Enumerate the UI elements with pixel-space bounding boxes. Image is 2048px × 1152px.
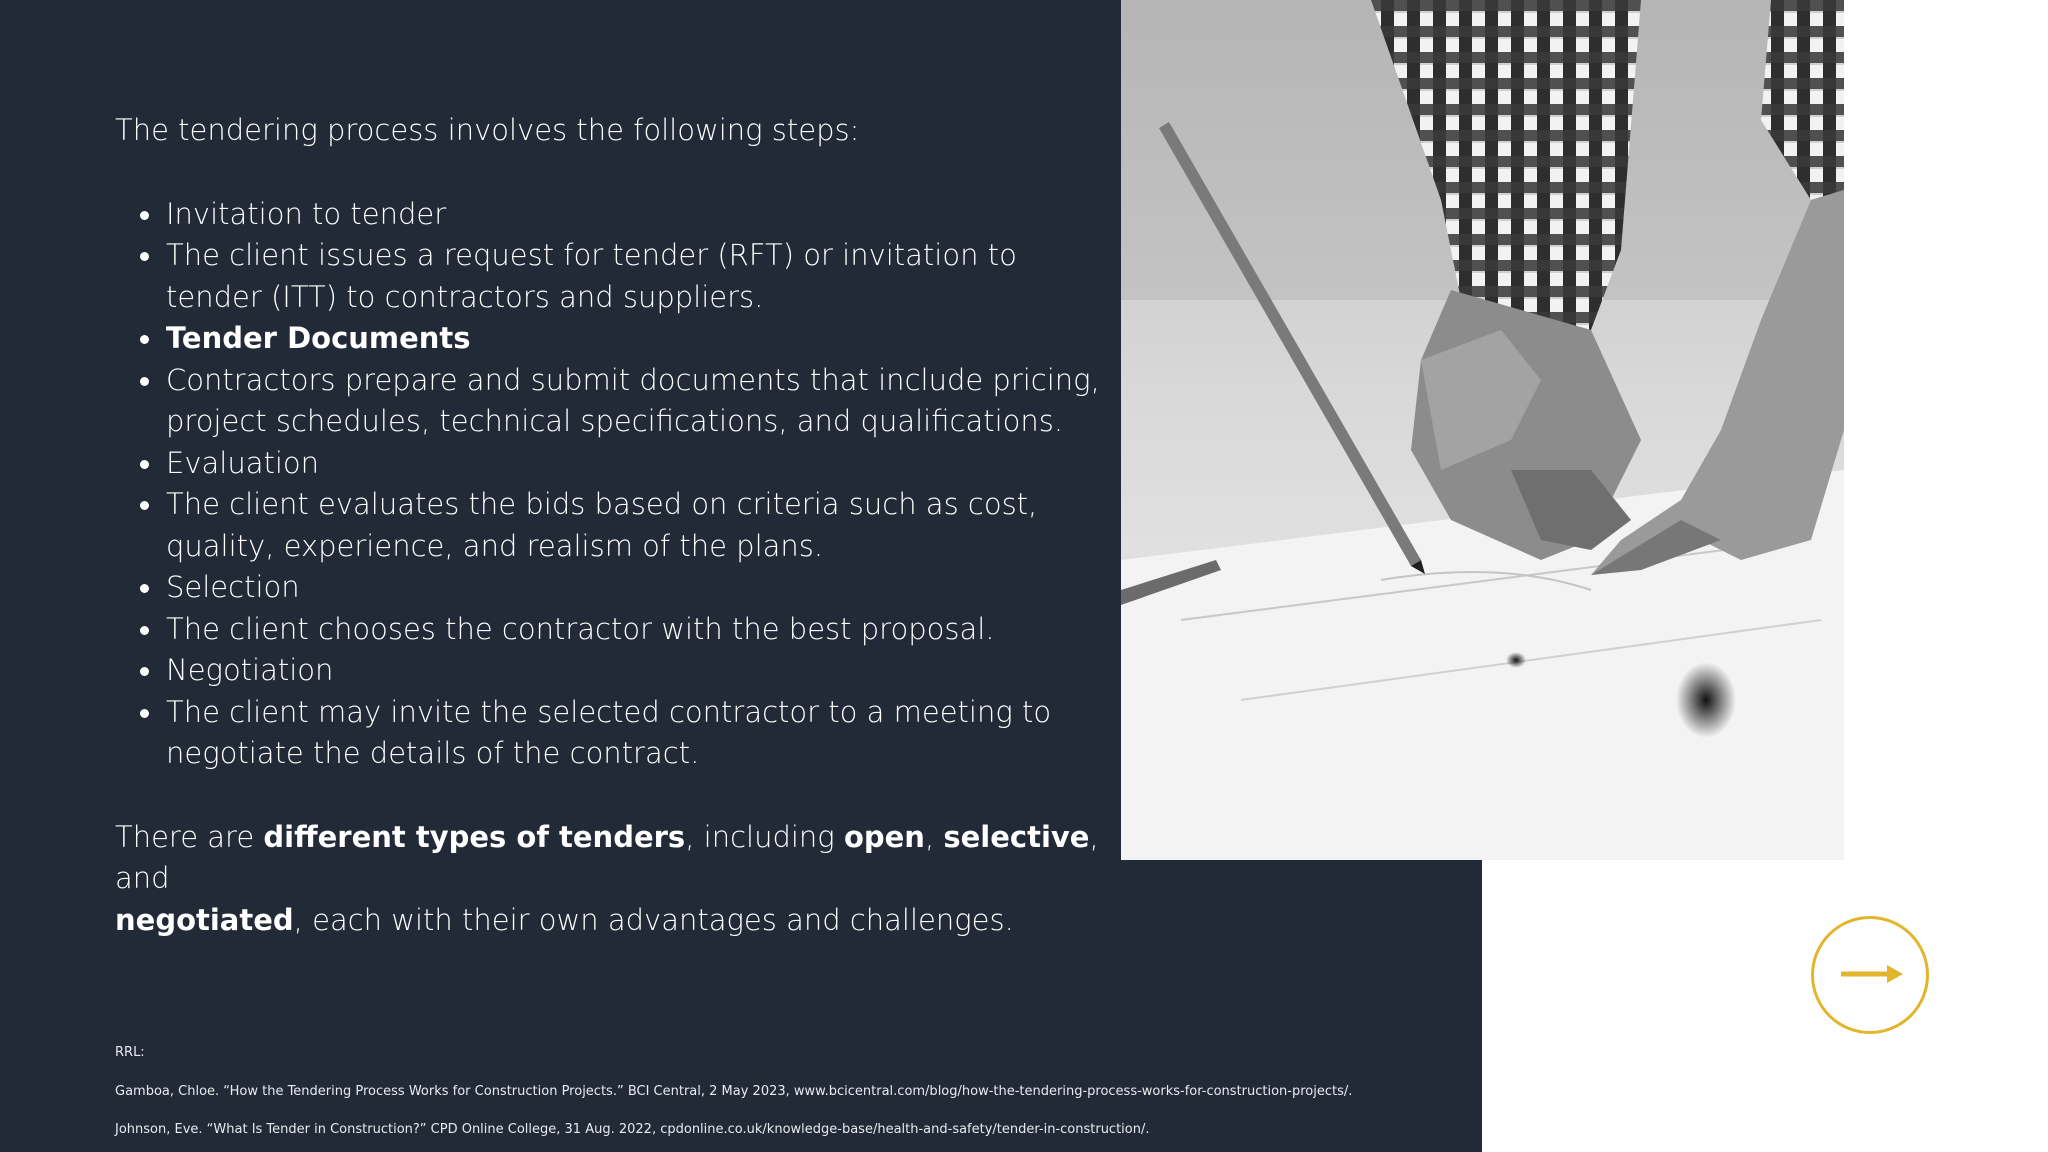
summary-emphasis: open bbox=[843, 819, 925, 854]
list-item: Evaluation bbox=[166, 443, 1115, 485]
list-item: Negotiation bbox=[166, 650, 1115, 692]
summary-part: There are bbox=[115, 819, 264, 854]
summary-emphasis: selective bbox=[943, 819, 1090, 854]
references bbox=[115, 1034, 1352, 1150]
main-content bbox=[115, 110, 1115, 941]
next-slide-button[interactable] bbox=[1811, 916, 1929, 1034]
summary-text bbox=[115, 817, 1115, 942]
list-item: Invitation to tender bbox=[166, 194, 1115, 236]
summary-emphasis: different types of tenders bbox=[263, 819, 686, 854]
list-item: The client chooses the contractor with the best proposal. bbox=[166, 609, 1115, 651]
reference-item: Gamboa, Chloe. “How the Tendering Process Works for Construction Projects.” BCI Central, 2 May 2023, www.bcicentral.com/blog/how-the-tendering-process-works-for-construction-projects/. bbox=[115, 1083, 1353, 1099]
intro-text: The tendering process involves the following steps: bbox=[115, 113, 860, 147]
arrow-right-icon bbox=[1841, 963, 1905, 985]
list-item: Tender Documents bbox=[166, 318, 1115, 360]
list-item: The client issues a request for tender (RFT) or invitation to tender (ITT) to contractors and suppliers. bbox=[166, 235, 1115, 318]
blueprint-photo bbox=[1121, 0, 1844, 860]
summary-part: , including bbox=[685, 819, 844, 854]
hands-drawing-icon bbox=[1121, 0, 1844, 860]
list-item: Selection bbox=[166, 567, 1115, 609]
summary-emphasis: negotiated bbox=[115, 902, 294, 937]
summary-part: , each with their own advantages and challenges. bbox=[293, 902, 1014, 937]
summary-part: , and bbox=[115, 819, 1099, 895]
list-item: The client evaluates the bids based on criteria such as cost, quality, experience, and realism of the plans. bbox=[166, 484, 1115, 567]
list-item: Contractors prepare and submit documents that include pricing, project schedules, technical specifications, and qualifications. bbox=[166, 360, 1115, 443]
steps-list bbox=[115, 194, 1115, 775]
summary-part: , bbox=[924, 819, 944, 854]
reference-item: Johnson, Eve. “What Is Tender in Construction?” CPD Online College, 31 Aug. 2022, cpdonline.co.uk/knowledge-base/health-and-safety/tender-in-construction/. bbox=[115, 1122, 1150, 1137]
references-heading: RRL: bbox=[115, 1045, 145, 1060]
list-item: The client may invite the selected contractor to a meeting to negotiate the details of the contract. bbox=[166, 692, 1115, 775]
